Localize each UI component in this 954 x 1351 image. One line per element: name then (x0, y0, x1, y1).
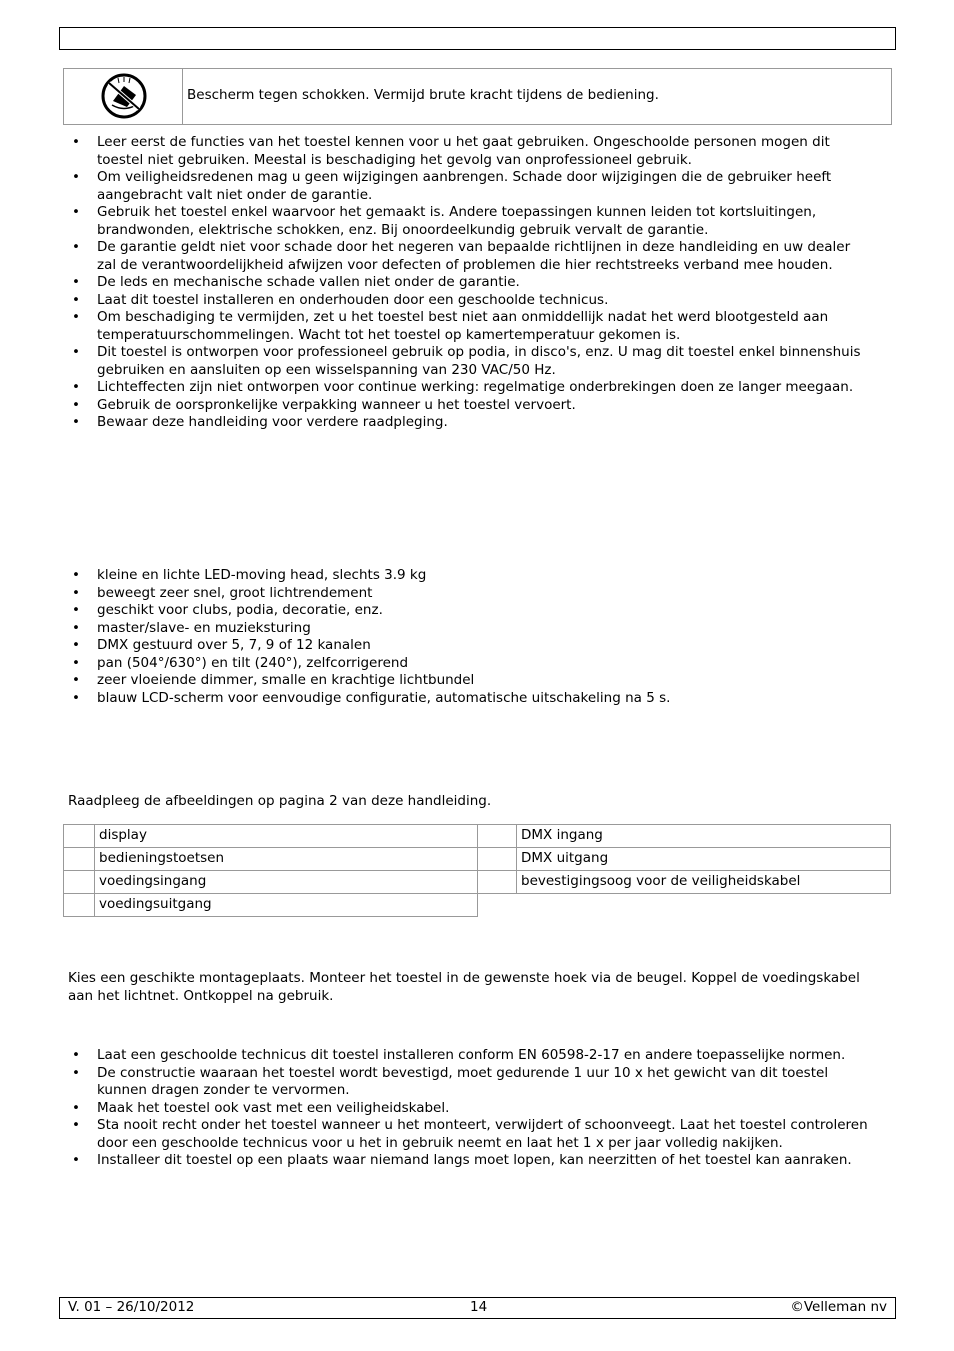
table-row (478, 871, 891, 894)
part-label: DMX uitgang (517, 848, 891, 871)
list-item: • zeer vloeiende dimmer, smalle en krachtige lichtbundel (68, 672, 868, 690)
list-item: • De garantie geldt niet voor schade door het negeren van bepaalde richtlijnen in deze handleiding en uw dealer zal de verantwoordelijkheid afwijzen voor defecten of problemen die hier rechtstreeks verband mee houden. (68, 239, 868, 274)
mounting-list (68, 1047, 868, 1170)
list-item: • beweegt zeer snel, groot lichtrendement (68, 585, 868, 603)
list-item: • Gebruik de oorspronkelijke verpakking wanneer u het toestel vervoert. (68, 397, 868, 415)
list-item: • Dit toestel is ontworpen voor professioneel gebruik op podia, in disco's, enz. U mag dit toestel enkel binnenshuis gebruiken en aansluiten op een wisselspanning van 230 VAC/50 Hz. (68, 344, 868, 379)
table-row (64, 848, 478, 871)
part-label: display (95, 825, 478, 848)
list-item: • Leer eerst de functies van het toestel kennen voor u het gaat gebruiken. Ongeschoolde personen mogen dit toestel niet gebruiken. Meestal is beschadiging het gevolg van onprofessioneel gebruik. (68, 134, 868, 169)
list-item: • pan (504°/630°) en tilt (240°), zelfcorrigerend (68, 655, 868, 673)
warning-table (63, 68, 892, 125)
list-item: • Om veiligheidsredenen mag u geen wijzigingen aanbrengen. Schade door wijzigingen die de gebruiker heeft aangebracht valt niet onder de garantie. (68, 169, 868, 204)
list-item: • Laat een geschoolde technicus dit toestel installeren conform EN 60598-2-17 en andere toepasselijke normen. (68, 1047, 868, 1065)
list-item: • Laat dit toestel installeren en onderhouden door een geschoolde technicus. (68, 292, 868, 310)
warning-text: Bescherm tegen schokken. Vermijd brute kracht tijdens de bediening. (187, 87, 659, 103)
list-item: • Om beschadiging te vermijden, zet u het toestel best niet aan onmiddellijk nadat het werd blootgesteld aan temperatuurschommelingen. Wacht tot het toestel op kamertemperatuur gekomen is. (68, 309, 868, 344)
part-label: voedingsingang (95, 871, 478, 894)
page-footer (59, 1297, 896, 1319)
parts-table-left (63, 824, 478, 917)
list-item: • De leds en mechanische schade vallen niet onder de garantie. (68, 274, 868, 292)
footer-version: V. 01 – 26/10/2012 (68, 1299, 195, 1315)
features-list (68, 567, 868, 707)
warning-icon-cell (64, 69, 183, 124)
part-label: bevestigingsoog voor de veiligheidskabel (517, 871, 891, 894)
page-header-box (59, 27, 896, 50)
list-item: • Gebruik het toestel enkel waarvoor het gemaakt is. Andere toepassingen kunnen leiden tot kortsluitingen, brandwonden, elektrische schokken, enz. Bij onoordeelkundig gebruik vervalt de garantie. (68, 204, 868, 239)
table-row (64, 825, 478, 848)
footer-copyright: ©Velleman nv (790, 1299, 887, 1315)
list-item: • Bewaar deze handleiding voor verdere raadpleging. (68, 414, 868, 432)
overview-intro: Raadpleeg de afbeeldingen op pagina 2 van deze handleiding. (68, 793, 492, 809)
list-item: • De constructie waaraan het toestel wordt bevestigd, moet gedurende 1 uur 10 x het gewicht van dit toestel kunnen dragen zonder te vervormen. (68, 1065, 868, 1100)
list-item: • kleine en lichte LED-moving head, slechts 3.9 kg (68, 567, 868, 585)
safety-list (68, 134, 868, 432)
list-item: • Lichteffecten zijn niet ontworpen voor continue werking: regelmatige onderbrekingen doen ze langer meegaan. (68, 379, 868, 397)
list-item: • Maak het toestel ook vast met een veiligheidskabel. (68, 1100, 868, 1118)
part-label: voedingsuitgang (95, 894, 478, 917)
table-row (478, 825, 891, 848)
table-row (64, 871, 478, 894)
list-item: • geschikt voor clubs, podia, decoratie, enz. (68, 602, 868, 620)
footer-page-number: 14 (470, 1299, 488, 1315)
install-text: Kies een geschikte montageplaats. Monteer het toestel in de gewenste hoek via de beugel. Koppel de voedingskabel aan het lichtnet. Ontkoppel na gebruik. (68, 970, 860, 1004)
parts-table-right (477, 824, 891, 894)
no-shock-icon (100, 72, 148, 120)
list-item: • Sta nooit recht onder het toestel wanneer u het monteert, verwijdert of schoonveegt. Laat het toestel controleren door een geschoolde technicus voor u het in gebruik neemt en laat het 1 x per jaar volledig nakijken. (68, 1117, 868, 1152)
table-row (478, 848, 891, 871)
list-item: • master/slave- en muzieksturing (68, 620, 868, 638)
list-item: • DMX gestuurd over 5, 7, 9 of 12 kanalen (68, 637, 868, 655)
list-item: • blauw LCD-scherm voor eenvoudige configuratie, automatische uitschakeling na 5 s. (68, 690, 868, 708)
part-label: DMX ingang (517, 825, 891, 848)
list-item: • Installeer dit toestel op een plaats waar niemand langs moet lopen, kan neerzitten of het toestel kan aanraken. (68, 1152, 868, 1170)
part-label: bedieningstoetsen (95, 848, 478, 871)
table-row (64, 894, 478, 917)
